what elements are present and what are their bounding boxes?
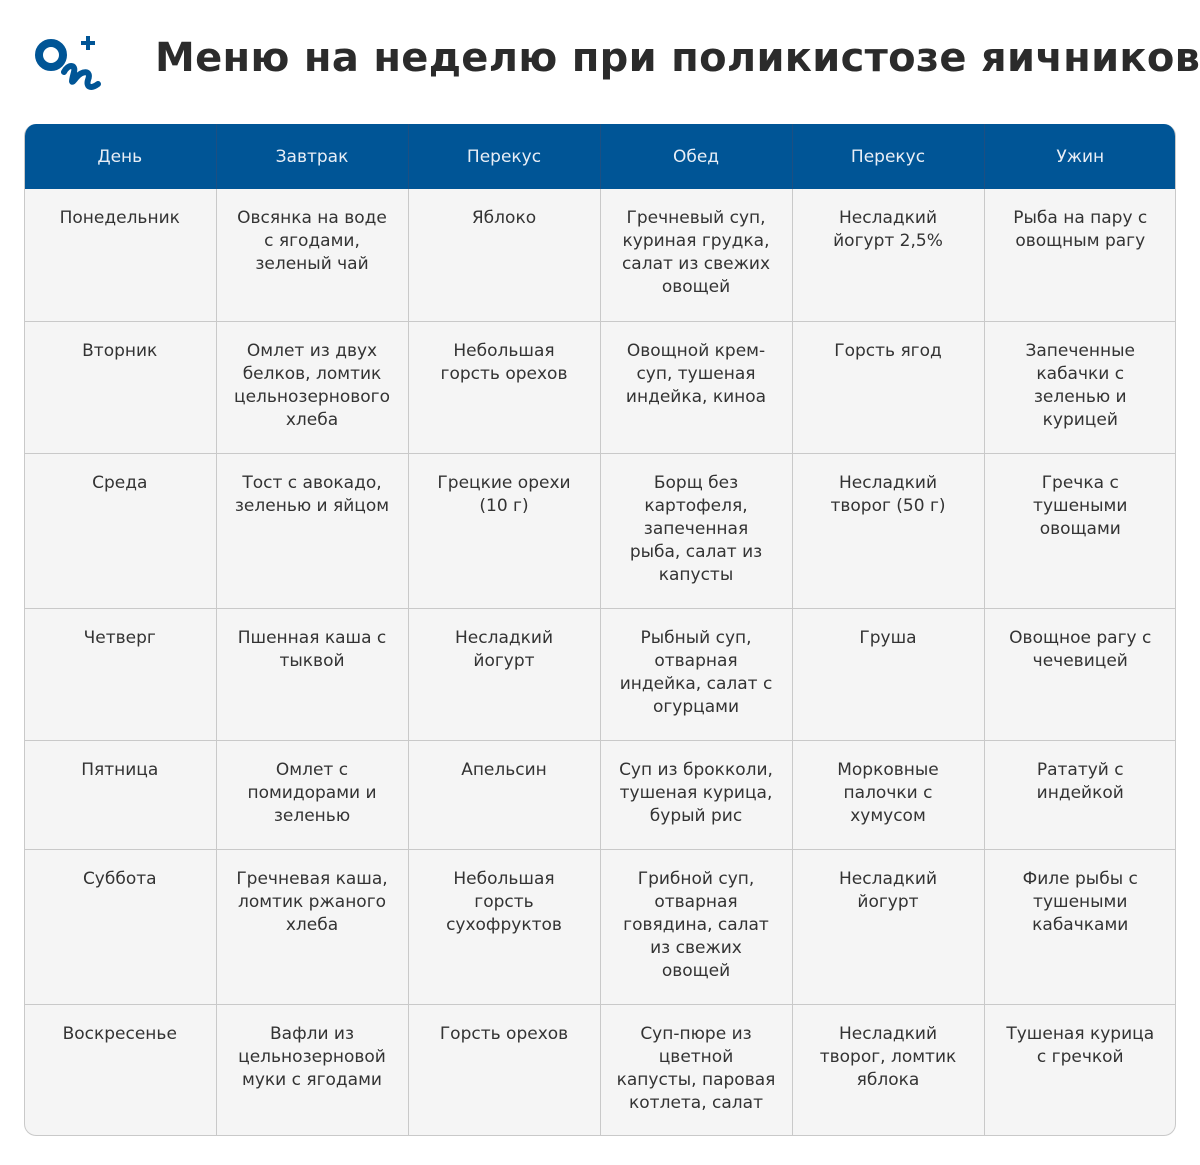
cell-lunch: Борщ без картофеля, запеченная рыба, салат из капусты	[600, 453, 792, 608]
cell-lunch: Суп-пюре из цветной капусты, паровая котлета, салат	[600, 1004, 792, 1135]
cell-dinner: Рататуй с индейкой	[984, 740, 1176, 849]
column-header-snack-1: Перекус	[408, 124, 600, 189]
cell-day: Понедельник	[59, 208, 180, 228]
cell-breakfast: Омлет из двух белков, ломтик цельнозернового хлеба	[216, 321, 408, 453]
cell-snack-2: Морковные палочки с хумусом	[792, 740, 984, 849]
cell-snack-1: Горсть орехов	[408, 1004, 600, 1135]
cell-snack-1: Небольшая горсть сухофруктов	[408, 849, 600, 1004]
cell-snack-1: Апельсин	[408, 740, 600, 849]
cell-dinner: Овощное рагу с чечевицей	[984, 608, 1176, 740]
column-header-day: День	[24, 124, 216, 189]
cell-lunch: Овощной крем-суп, тушеная индейка, киноа	[600, 321, 792, 453]
cell-snack-2: Горсть ягод	[792, 321, 984, 453]
table-header-row	[24, 124, 1176, 189]
cell-day: Среда	[24, 453, 216, 608]
column-header-dinner: Ужин	[984, 124, 1176, 189]
cell-snack-1: Яблоко	[408, 189, 600, 321]
table-row	[24, 1004, 1176, 1135]
cell-lunch: Рыбный суп, отварная индейка, салат с огурцами	[600, 608, 792, 740]
cell-breakfast: Пшенная каша с тыквой	[216, 608, 408, 740]
cell-lunch: Суп из брокколи, тушеная курица, бурый рис	[600, 740, 792, 849]
cell-day: Вторник	[24, 321, 216, 453]
cell-day: Воскресенье	[24, 1004, 216, 1135]
cell-lunch: Грибной суп, отварная говядина, салат из свежих овощей	[600, 849, 792, 1004]
table-row	[24, 849, 1176, 1004]
page-title: Меню на неделю при поликистозе яичников	[155, 35, 1200, 81]
cell-snack-2: Груша	[792, 608, 984, 740]
cell-lunch: Гречневый суп, куриная грудка, салат из свежих овощей	[600, 189, 792, 321]
on-plus-logo-icon	[34, 30, 102, 94]
page-header	[0, 0, 1200, 124]
table-row	[24, 453, 1176, 608]
cell-snack-2: Несладкий йогурт	[792, 849, 984, 1004]
cell-snack-1: Грецкие орехи (10 г)	[408, 453, 600, 608]
cell-dinner: Тушеная курица с гречкой	[984, 1004, 1176, 1135]
table-row	[24, 189, 1176, 321]
table-row	[24, 608, 1176, 740]
weekly-menu-table	[24, 124, 1176, 1135]
cell-snack-2: Несладкий йогурт 2,5%	[792, 189, 984, 321]
cell-dinner: Рыба на пару с овощным рагу	[984, 189, 1176, 321]
cell-snack-2: Несладкий творог, ломтик яблока	[792, 1004, 984, 1135]
cell-breakfast: Омлет с помидорами и зеленью	[216, 740, 408, 849]
column-header-lunch: Обед	[600, 124, 792, 189]
cell-breakfast: Гречневая каша, ломтик ржаного хлеба	[216, 849, 408, 1004]
cell-day: Четверг	[24, 608, 216, 740]
column-header-snack-2: Перекус	[792, 124, 984, 189]
cell-dinner: Гречка с тушеными овощами	[984, 453, 1176, 608]
table-row	[24, 321, 1176, 453]
cell-breakfast: Овсянка на воде с ягодами, зеленый чай	[216, 189, 408, 321]
cell-snack-2: Несладкий творог (50 г)	[792, 453, 984, 608]
cell-dinner: Филе рыбы с тушеными кабачками	[984, 849, 1176, 1004]
cell-snack-1: Небольшая горсть орехов	[408, 321, 600, 453]
column-header-breakfast: Завтрак	[216, 124, 408, 189]
cell-dinner: Запеченные кабачки с зеленью и курицей	[984, 321, 1176, 453]
cell-snack-1: Несладкий йогурт	[408, 608, 600, 740]
weekly-menu-table-container	[24, 124, 1176, 1136]
cell-day: Суббота	[24, 849, 216, 1004]
cell-day: Пятница	[24, 740, 216, 849]
table-row	[24, 740, 1176, 849]
cell-breakfast: Тост с авокадо, зеленью и яйцом	[216, 453, 408, 608]
cell-breakfast: Вафли из цельнозерновой муки с ягодами	[216, 1004, 408, 1135]
